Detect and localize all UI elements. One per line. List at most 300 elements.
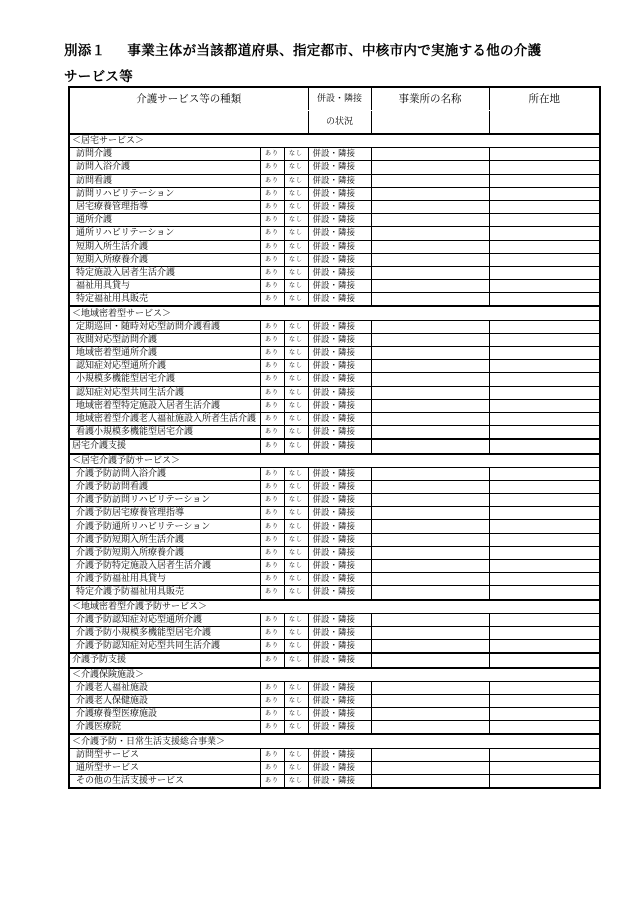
location-cell[interactable]	[489, 426, 600, 440]
facility-name-cell[interactable]	[371, 507, 489, 520]
location-cell[interactable]	[489, 520, 600, 533]
no-option[interactable]: なし	[284, 360, 308, 373]
yes-option[interactable]: あり	[260, 560, 284, 573]
yes-option[interactable]: あり	[260, 573, 284, 586]
status-option[interactable]: 併設・隣接	[308, 560, 371, 573]
status-option[interactable]: 併設・隣接	[308, 240, 371, 253]
status-option[interactable]: 併設・隣接	[308, 214, 371, 227]
no-option[interactable]: なし	[284, 320, 308, 333]
facility-name-cell[interactable]	[371, 200, 489, 213]
yes-option[interactable]: あり	[260, 748, 284, 761]
table-row	[69, 653, 600, 667]
status-option[interactable]: 併設・隣接	[308, 708, 371, 721]
location-cell[interactable]	[489, 586, 600, 600]
location-cell[interactable]	[489, 399, 600, 412]
no-option[interactable]: なし	[284, 161, 308, 174]
location-cell[interactable]	[489, 360, 600, 373]
service-name: 居宅介護支援	[69, 439, 260, 453]
no-option[interactable]: なし	[284, 148, 308, 161]
location-cell[interactable]	[489, 613, 600, 626]
no-option[interactable]: なし	[284, 708, 308, 721]
status-option[interactable]: 併設・隣接	[308, 412, 371, 425]
facility-name-cell[interactable]	[371, 546, 489, 559]
status-option[interactable]: 併設・隣接	[308, 161, 371, 174]
yes-option[interactable]: あり	[260, 200, 284, 213]
table-row	[69, 280, 600, 293]
location-cell[interactable]	[489, 653, 600, 667]
status-option[interactable]: 併設・隣接	[308, 360, 371, 373]
service-name: 介護予防福祉用具貸与	[69, 573, 260, 586]
location-cell[interactable]	[489, 200, 600, 213]
service-name: 通所介護	[69, 214, 260, 227]
location-cell[interactable]	[489, 227, 600, 240]
no-option[interactable]: なし	[284, 761, 308, 774]
facility-name-cell[interactable]	[371, 573, 489, 586]
facility-name-cell[interactable]	[371, 613, 489, 626]
table-row	[69, 240, 600, 253]
location-cell[interactable]	[489, 573, 600, 586]
location-cell[interactable]	[489, 386, 600, 399]
service-name: 看護小規模多機能型居宅介護	[69, 426, 260, 440]
table-row	[69, 386, 600, 399]
no-option[interactable]: なし	[284, 280, 308, 293]
yes-option[interactable]: あり	[260, 721, 284, 735]
table-row	[69, 320, 600, 333]
service-name: 訪問看護	[69, 174, 260, 187]
service-name: 地域密着型特定施設入居者生活介護	[69, 399, 260, 412]
no-option[interactable]: なし	[284, 520, 308, 533]
status-option[interactable]: 併設・隣接	[308, 694, 371, 707]
yes-option[interactable]: あり	[260, 507, 284, 520]
facility-name-cell[interactable]	[371, 174, 489, 187]
table-row	[69, 626, 600, 639]
section-header-row	[69, 306, 600, 320]
no-option[interactable]: なし	[284, 681, 308, 694]
yes-option[interactable]: あり	[260, 546, 284, 559]
yes-option[interactable]: あり	[260, 187, 284, 200]
yes-option[interactable]: あり	[260, 161, 284, 174]
table-row	[69, 426, 600, 440]
facility-name-cell[interactable]	[371, 373, 489, 386]
status-option[interactable]: 併設・隣接	[308, 386, 371, 399]
service-name: 通所型サービス	[69, 761, 260, 774]
location-cell[interactable]	[489, 761, 600, 774]
yes-option[interactable]: あり	[260, 480, 284, 493]
yes-option[interactable]: あり	[260, 520, 284, 533]
no-option[interactable]: なし	[284, 626, 308, 639]
facility-name-cell[interactable]	[371, 533, 489, 546]
status-option[interactable]: 併設・隣接	[308, 280, 371, 293]
no-option[interactable]: なし	[284, 373, 308, 386]
location-cell[interactable]	[489, 708, 600, 721]
status-option[interactable]: 併設・隣接	[308, 507, 371, 520]
location-cell[interactable]	[489, 333, 600, 346]
page-title	[64, 38, 584, 90]
header-service-type: 介護サービス等の種類	[69, 87, 308, 111]
table-row	[69, 200, 600, 213]
facility-name-cell[interactable]	[371, 694, 489, 707]
no-option[interactable]: なし	[284, 613, 308, 626]
no-option[interactable]: なし	[284, 253, 308, 266]
no-option[interactable]: なし	[284, 333, 308, 346]
location-cell[interactable]	[489, 412, 600, 425]
yes-option[interactable]: あり	[260, 626, 284, 639]
facility-name-cell[interactable]	[371, 480, 489, 493]
facility-name-cell[interactable]	[371, 761, 489, 774]
facility-name-cell[interactable]	[371, 426, 489, 440]
service-name: 短期入所生活介護	[69, 240, 260, 253]
service-name: 小規模多機能型居宅介護	[69, 373, 260, 386]
facility-name-cell[interactable]	[371, 640, 489, 654]
location-cell[interactable]	[489, 626, 600, 639]
facility-name-cell[interactable]	[371, 293, 489, 307]
status-option[interactable]: 併設・隣接	[308, 626, 371, 639]
status-option[interactable]: 併設・隣接	[308, 681, 371, 694]
status-option[interactable]: 併設・隣接	[308, 266, 371, 279]
status-option[interactable]: 併設・隣接	[308, 748, 371, 761]
no-option[interactable]: なし	[284, 240, 308, 253]
no-option[interactable]: なし	[284, 227, 308, 240]
yes-option[interactable]: あり	[260, 533, 284, 546]
no-option[interactable]: なし	[284, 653, 308, 667]
service-name: 特定介護予防福祉用具販売	[69, 586, 260, 600]
table-row	[69, 560, 600, 573]
yes-option[interactable]: あり	[260, 412, 284, 425]
status-option[interactable]: 併設・隣接	[308, 721, 371, 735]
status-option[interactable]: 併設・隣接	[308, 200, 371, 213]
location-cell[interactable]	[489, 480, 600, 493]
yes-option[interactable]: あり	[260, 386, 284, 399]
service-name: 認知症対応型通所介護	[69, 360, 260, 373]
location-cell[interactable]	[489, 546, 600, 559]
section-header-row	[69, 668, 600, 682]
yes-option[interactable]: あり	[260, 426, 284, 440]
section-title: ＜居宅介護予防サービス＞	[69, 454, 600, 468]
facility-name-cell[interactable]	[371, 148, 489, 161]
no-option[interactable]: なし	[284, 507, 308, 520]
yes-option[interactable]: あり	[260, 360, 284, 373]
yes-option[interactable]: あり	[260, 266, 284, 279]
no-option[interactable]: なし	[284, 586, 308, 600]
yes-option[interactable]: あり	[260, 240, 284, 253]
facility-name-cell[interactable]	[371, 280, 489, 293]
location-cell[interactable]	[489, 148, 600, 161]
no-option[interactable]: なし	[284, 174, 308, 187]
status-option[interactable]: 併設・隣接	[308, 373, 371, 386]
location-cell[interactable]	[489, 721, 600, 735]
location-cell[interactable]	[489, 373, 600, 386]
no-option[interactable]: なし	[284, 412, 308, 425]
status-option[interactable]: 併設・隣接	[308, 227, 371, 240]
no-option[interactable]: なし	[284, 214, 308, 227]
no-option[interactable]: なし	[284, 399, 308, 412]
facility-name-cell[interactable]	[371, 333, 489, 346]
status-option[interactable]: 併設・隣接	[308, 613, 371, 626]
table-row	[69, 520, 600, 533]
yes-option[interactable]: あり	[260, 227, 284, 240]
no-option[interactable]: なし	[284, 467, 308, 480]
yes-option[interactable]: あり	[260, 253, 284, 266]
no-option[interactable]: なし	[284, 293, 308, 307]
facility-name-cell[interactable]	[371, 399, 489, 412]
status-option[interactable]: 併設・隣接	[308, 640, 371, 654]
title-line-1: 事業主体が当該都道府県、指定都市、中核市内で実施する他の介護	[127, 43, 542, 59]
location-cell[interactable]	[489, 775, 600, 789]
location-cell[interactable]	[489, 748, 600, 761]
status-option[interactable]: 併設・隣接	[308, 347, 371, 360]
facility-name-cell[interactable]	[371, 560, 489, 573]
facility-name-cell[interactable]	[371, 412, 489, 425]
no-option[interactable]: なし	[284, 347, 308, 360]
status-option[interactable]: 併設・隣接	[308, 546, 371, 559]
yes-option[interactable]: あり	[260, 174, 284, 187]
yes-option[interactable]: あり	[260, 439, 284, 453]
facility-name-cell[interactable]	[371, 386, 489, 399]
service-name: 訪問介護	[69, 148, 260, 161]
no-option[interactable]: なし	[284, 187, 308, 200]
status-option[interactable]: 併設・隣接	[308, 653, 371, 667]
table-row	[69, 533, 600, 546]
service-name: 介護予防通所リハビリテーション	[69, 520, 260, 533]
table-row	[69, 748, 600, 761]
facility-name-cell[interactable]	[371, 347, 489, 360]
status-option[interactable]: 併設・隣接	[308, 320, 371, 333]
facility-name-cell[interactable]	[371, 161, 489, 174]
no-option[interactable]: なし	[284, 573, 308, 586]
service-name: 介護老人保健施設	[69, 694, 260, 707]
status-option[interactable]: 併設・隣接	[308, 480, 371, 493]
yes-option[interactable]: あり	[260, 775, 284, 789]
table-row	[69, 507, 600, 520]
status-option[interactable]: 併設・隣接	[308, 439, 371, 453]
section-title: ＜居宅サービス＞	[69, 134, 600, 148]
table-row	[69, 708, 600, 721]
header-location: 所在地	[489, 87, 600, 111]
location-cell[interactable]	[489, 320, 600, 333]
yes-option[interactable]: あり	[260, 761, 284, 774]
no-option[interactable]: なし	[284, 546, 308, 559]
location-cell[interactable]	[489, 640, 600, 654]
location-cell[interactable]	[489, 240, 600, 253]
yes-option[interactable]: あり	[260, 280, 284, 293]
facility-name-cell[interactable]	[371, 187, 489, 200]
status-option[interactable]: 併設・隣接	[308, 293, 371, 307]
location-cell[interactable]	[489, 347, 600, 360]
no-option[interactable]: なし	[284, 494, 308, 507]
location-cell[interactable]	[489, 439, 600, 453]
location-cell[interactable]	[489, 266, 600, 279]
status-option[interactable]: 併設・隣接	[308, 174, 371, 187]
status-option[interactable]: 併設・隣接	[308, 333, 371, 346]
yes-option[interactable]: あり	[260, 694, 284, 707]
no-option[interactable]: なし	[284, 560, 308, 573]
header-status-line1: 併設・隣接	[308, 87, 371, 111]
facility-name-cell[interactable]	[371, 748, 489, 761]
table-row	[69, 333, 600, 346]
service-name: 介護老人福祉施設	[69, 681, 260, 694]
table-row	[69, 161, 600, 174]
header-facility-name: 事業所の名称	[371, 87, 489, 111]
table-row	[69, 187, 600, 200]
table-row	[69, 266, 600, 279]
status-option[interactable]: 併設・隣接	[308, 187, 371, 200]
no-option[interactable]: なし	[284, 200, 308, 213]
no-option[interactable]: なし	[284, 426, 308, 440]
yes-option[interactable]: あり	[260, 653, 284, 667]
no-option[interactable]: なし	[284, 439, 308, 453]
no-option[interactable]: なし	[284, 386, 308, 399]
no-option[interactable]: なし	[284, 748, 308, 761]
yes-option[interactable]: あり	[260, 373, 284, 386]
location-cell[interactable]	[489, 694, 600, 707]
location-cell[interactable]	[489, 467, 600, 480]
table-row	[69, 439, 600, 453]
yes-option[interactable]: あり	[260, 148, 284, 161]
yes-option[interactable]: あり	[260, 494, 284, 507]
no-option[interactable]: なし	[284, 640, 308, 654]
facility-name-cell[interactable]	[371, 708, 489, 721]
yes-option[interactable]: あり	[260, 681, 284, 694]
table-row	[69, 721, 600, 735]
facility-name-cell[interactable]	[371, 320, 489, 333]
facility-name-cell[interactable]	[371, 360, 489, 373]
location-cell[interactable]	[489, 187, 600, 200]
service-name: 訪問リハビリテーション	[69, 187, 260, 200]
status-option[interactable]: 併設・隣接	[308, 399, 371, 412]
table-row	[69, 412, 600, 425]
status-option[interactable]: 併設・隣接	[308, 253, 371, 266]
service-name: 地域密着型通所介護	[69, 347, 260, 360]
yes-option[interactable]: あり	[260, 214, 284, 227]
facility-name-cell[interactable]	[371, 439, 489, 453]
no-option[interactable]: なし	[284, 533, 308, 546]
header-blank-name	[371, 111, 489, 135]
facility-name-cell[interactable]	[371, 494, 489, 507]
status-option[interactable]: 併設・隣接	[308, 775, 371, 789]
service-name: 介護医療院	[69, 721, 260, 735]
section-header-row	[69, 134, 600, 148]
service-name: 介護療養型医療施設	[69, 708, 260, 721]
status-option[interactable]: 併設・隣接	[308, 494, 371, 507]
table-row	[69, 148, 600, 161]
status-option[interactable]: 併設・隣接	[308, 533, 371, 546]
header-blank-location	[489, 111, 600, 135]
facility-name-cell[interactable]	[371, 214, 489, 227]
table-row	[69, 293, 600, 307]
yes-option[interactable]: あり	[260, 293, 284, 307]
service-name: 介護予防訪問看護	[69, 480, 260, 493]
facility-name-cell[interactable]	[371, 775, 489, 789]
table-row	[69, 399, 600, 412]
section-header-row	[69, 734, 600, 748]
yes-option[interactable]: あり	[260, 613, 284, 626]
facility-name-cell[interactable]	[371, 681, 489, 694]
table-row	[69, 227, 600, 240]
table-row	[69, 681, 600, 694]
location-cell[interactable]	[489, 681, 600, 694]
facility-name-cell[interactable]	[371, 586, 489, 600]
yes-option[interactable]: あり	[260, 399, 284, 412]
facility-name-cell[interactable]	[371, 240, 489, 253]
service-name: 介護予防認知症対応型共同生活介護	[69, 640, 260, 654]
section-header-row	[69, 600, 600, 614]
no-option[interactable]: なし	[284, 266, 308, 279]
location-cell[interactable]	[489, 560, 600, 573]
status-option[interactable]: 併設・隣接	[308, 148, 371, 161]
location-cell[interactable]	[489, 494, 600, 507]
status-option[interactable]: 併設・隣接	[308, 467, 371, 480]
status-option[interactable]: 併設・隣接	[308, 573, 371, 586]
status-option[interactable]: 併設・隣接	[308, 586, 371, 600]
location-cell[interactable]	[489, 161, 600, 174]
service-name: 定期巡回・随時対応型訪問介護看護	[69, 320, 260, 333]
service-name: 介護予防支援	[69, 653, 260, 667]
yes-option[interactable]: あり	[260, 708, 284, 721]
header-status-line2: の状況	[308, 111, 371, 135]
table-row	[69, 775, 600, 789]
service-name: 訪問型サービス	[69, 748, 260, 761]
yes-option[interactable]: あり	[260, 586, 284, 600]
service-name: 介護予防認知症対応型通所介護	[69, 613, 260, 626]
status-option[interactable]: 併設・隣接	[308, 520, 371, 533]
section-title: ＜介護予防・日常生活支援総合事業＞	[69, 734, 600, 748]
location-cell[interactable]	[489, 293, 600, 307]
service-name: 介護予防訪問入浴介護	[69, 467, 260, 480]
table-row	[69, 467, 600, 480]
header-blank	[69, 111, 308, 135]
no-option[interactable]: なし	[284, 480, 308, 493]
location-cell[interactable]	[489, 214, 600, 227]
facility-name-cell[interactable]	[371, 520, 489, 533]
service-name: 訪問入浴介護	[69, 161, 260, 174]
yes-option[interactable]: あり	[260, 640, 284, 654]
facility-name-cell[interactable]	[371, 467, 489, 480]
facility-name-cell[interactable]	[371, 227, 489, 240]
service-name: その他の生活支援サービス	[69, 775, 260, 789]
yes-option[interactable]: あり	[260, 347, 284, 360]
table-row	[69, 174, 600, 187]
yes-option[interactable]: あり	[260, 467, 284, 480]
no-option[interactable]: なし	[284, 721, 308, 735]
location-cell[interactable]	[489, 174, 600, 187]
yes-option[interactable]: あり	[260, 320, 284, 333]
status-option[interactable]: 併設・隣接	[308, 426, 371, 440]
attachment-label: 別添１	[64, 43, 106, 59]
facility-name-cell[interactable]	[371, 653, 489, 667]
facility-name-cell[interactable]	[371, 266, 489, 279]
facility-name-cell[interactable]	[371, 721, 489, 735]
table-row	[69, 586, 600, 600]
facility-name-cell[interactable]	[371, 626, 489, 639]
table-row	[69, 347, 600, 360]
service-name: 短期入所療養介護	[69, 253, 260, 266]
status-option[interactable]: 併設・隣接	[308, 761, 371, 774]
no-option[interactable]: なし	[284, 694, 308, 707]
location-cell[interactable]	[489, 280, 600, 293]
location-cell[interactable]	[489, 507, 600, 520]
service-name: 特定福祉用具販売	[69, 293, 260, 307]
facility-name-cell[interactable]	[371, 253, 489, 266]
location-cell[interactable]	[489, 253, 600, 266]
table-row	[69, 494, 600, 507]
table-row	[69, 480, 600, 493]
location-cell[interactable]	[489, 533, 600, 546]
no-option[interactable]: なし	[284, 775, 308, 789]
services-table	[68, 86, 601, 789]
table-row	[69, 546, 600, 559]
service-name: 介護予防小規模多機能型居宅介護	[69, 626, 260, 639]
yes-option[interactable]: あり	[260, 333, 284, 346]
